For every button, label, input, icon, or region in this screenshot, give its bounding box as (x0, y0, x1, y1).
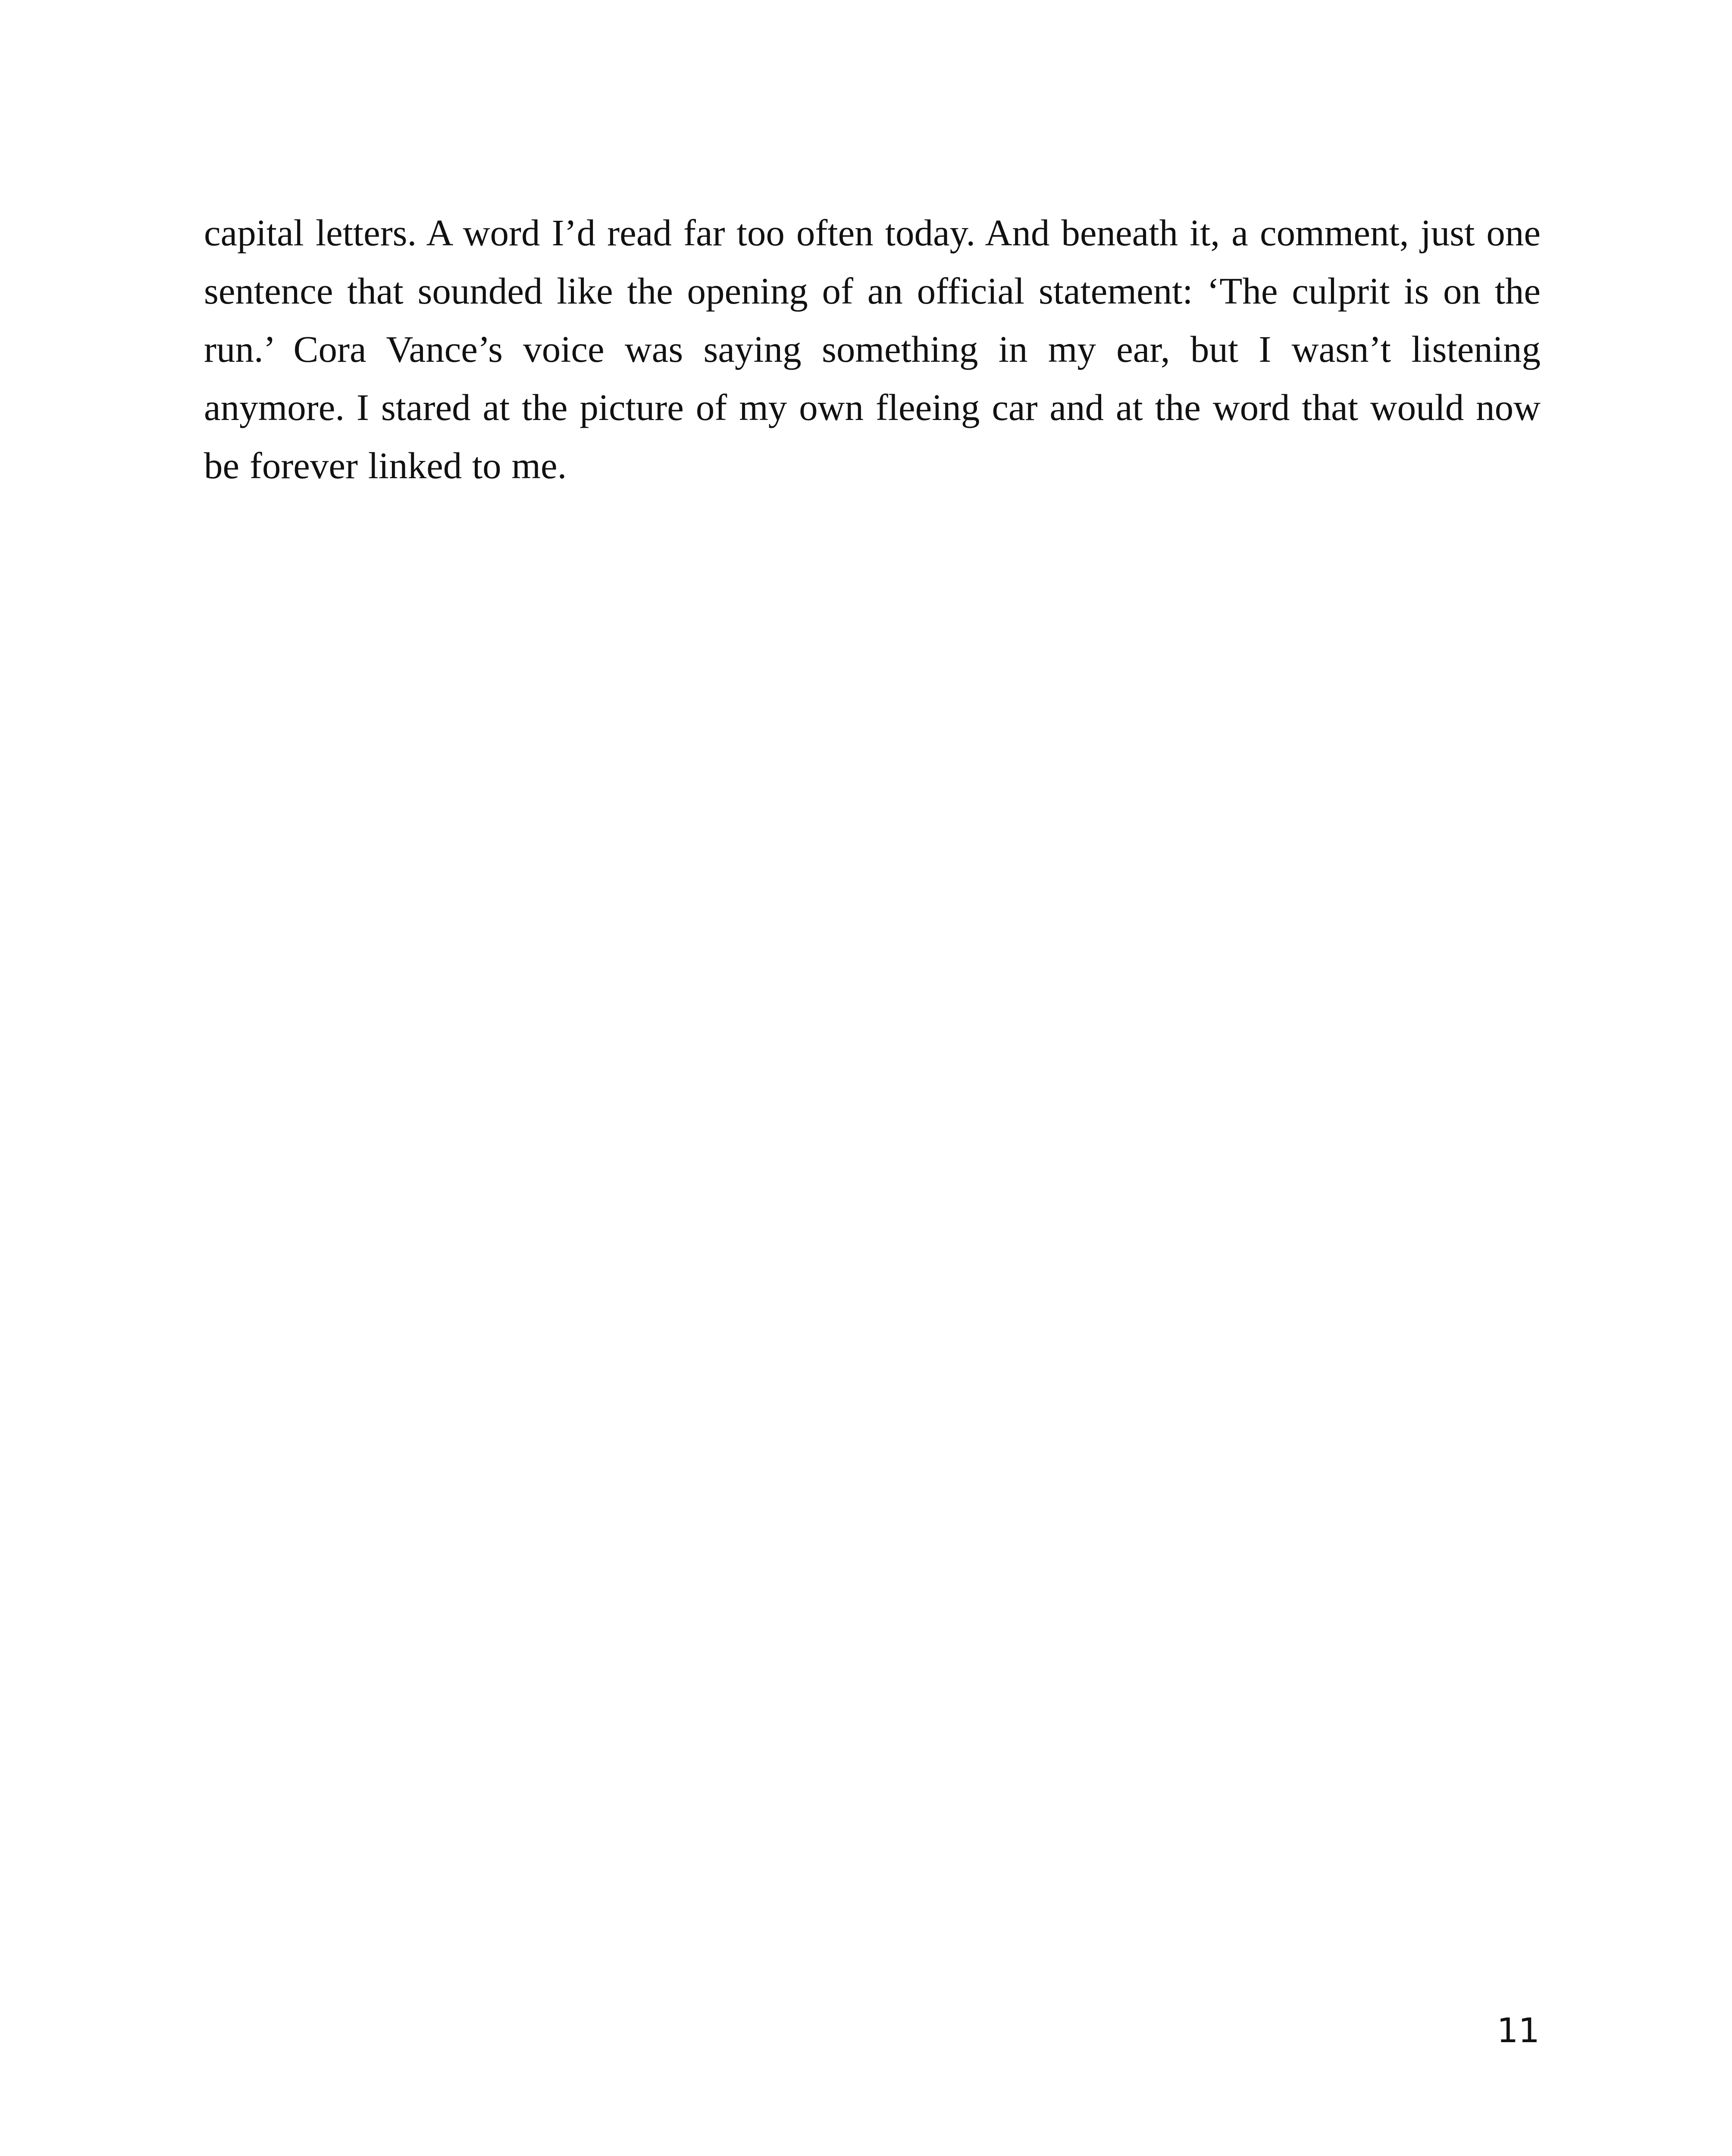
body-paragraph: capital letters. A word I’d read far too often today. And beneath it, a comment, just one sentence that sounded like the opening of an official statement: ‘The culprit is on the run.’ Cora Vance’s voice was saying something in my ear, but I wasn’t listening anymore. I stared at the picture of my own fleeing car and at the word that would now be forever linked to me. (204, 212, 1541, 486)
page-number: 11 (1497, 2012, 1540, 2050)
